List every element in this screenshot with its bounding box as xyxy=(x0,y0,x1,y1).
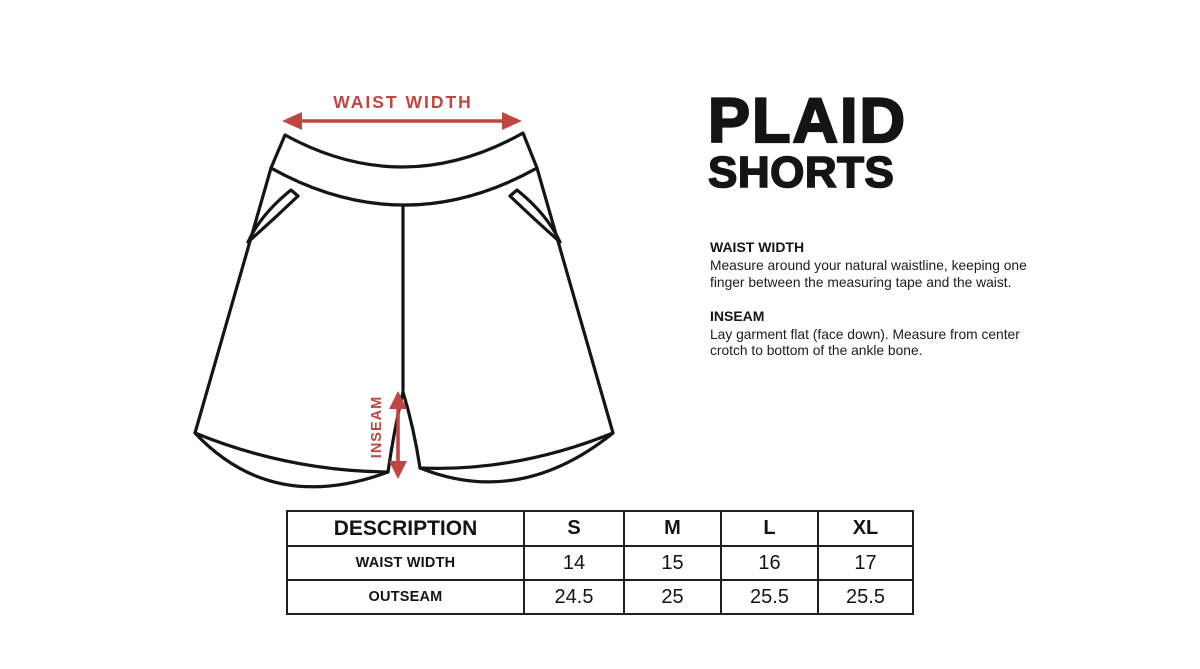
table-row-outseam xyxy=(287,580,913,614)
waist-width-xl: 17 xyxy=(818,546,913,580)
size-table-header-description: DESCRIPTION xyxy=(287,511,524,546)
guide-heading-inseam: INSEAM xyxy=(710,307,765,324)
guide-text-line: finger between the measuring tape and the waist. xyxy=(710,274,1012,290)
row-label-outseam: OUTSEAM xyxy=(287,580,524,614)
row-label-waist-width: WAIST WIDTH xyxy=(287,546,524,580)
outseam-m: 25 xyxy=(624,580,721,614)
waist-width-l: 16 xyxy=(721,546,818,580)
outseam-s: 24.5 xyxy=(524,580,624,614)
size-table-header-s: S xyxy=(524,511,624,546)
guide-section-waist-width xyxy=(710,239,1080,292)
page-title: PLAID xyxy=(708,86,907,156)
waist-width-m: 15 xyxy=(624,546,721,580)
shorts-technical-drawing xyxy=(180,85,665,500)
guide-heading-waist-width: WAIST WIDTH xyxy=(710,239,805,255)
inseam-arrow-label: INSEAM xyxy=(369,395,385,459)
guide-text-line: crotch to bottom of the ankle bone. xyxy=(710,343,923,359)
waist-width-arrow xyxy=(282,112,522,130)
size-table-header-m: M xyxy=(624,511,721,546)
size-table-header-l: L xyxy=(721,511,818,546)
guide-section-inseam xyxy=(710,308,1080,361)
waist-width-arrow-label: WAIST WIDTH xyxy=(333,92,473,112)
size-chart xyxy=(286,510,914,615)
waist-width-s: 14 xyxy=(524,546,624,580)
guide-text-line: Measure around your natural waistline, keeping one xyxy=(710,258,1027,273)
title-block xyxy=(708,86,907,197)
table-row-waist-width xyxy=(287,546,913,580)
outseam-l: 25.5 xyxy=(721,580,818,614)
guide-text-line: Lay garment flat (face down). Measure from center xyxy=(710,326,1020,342)
size-table-header-row xyxy=(287,511,913,546)
page-subtitle: SHORTS xyxy=(708,148,895,197)
outseam-xl: 25.5 xyxy=(818,580,913,614)
size-table-header-xl: XL xyxy=(818,511,913,546)
measuring-guide xyxy=(710,239,1080,360)
